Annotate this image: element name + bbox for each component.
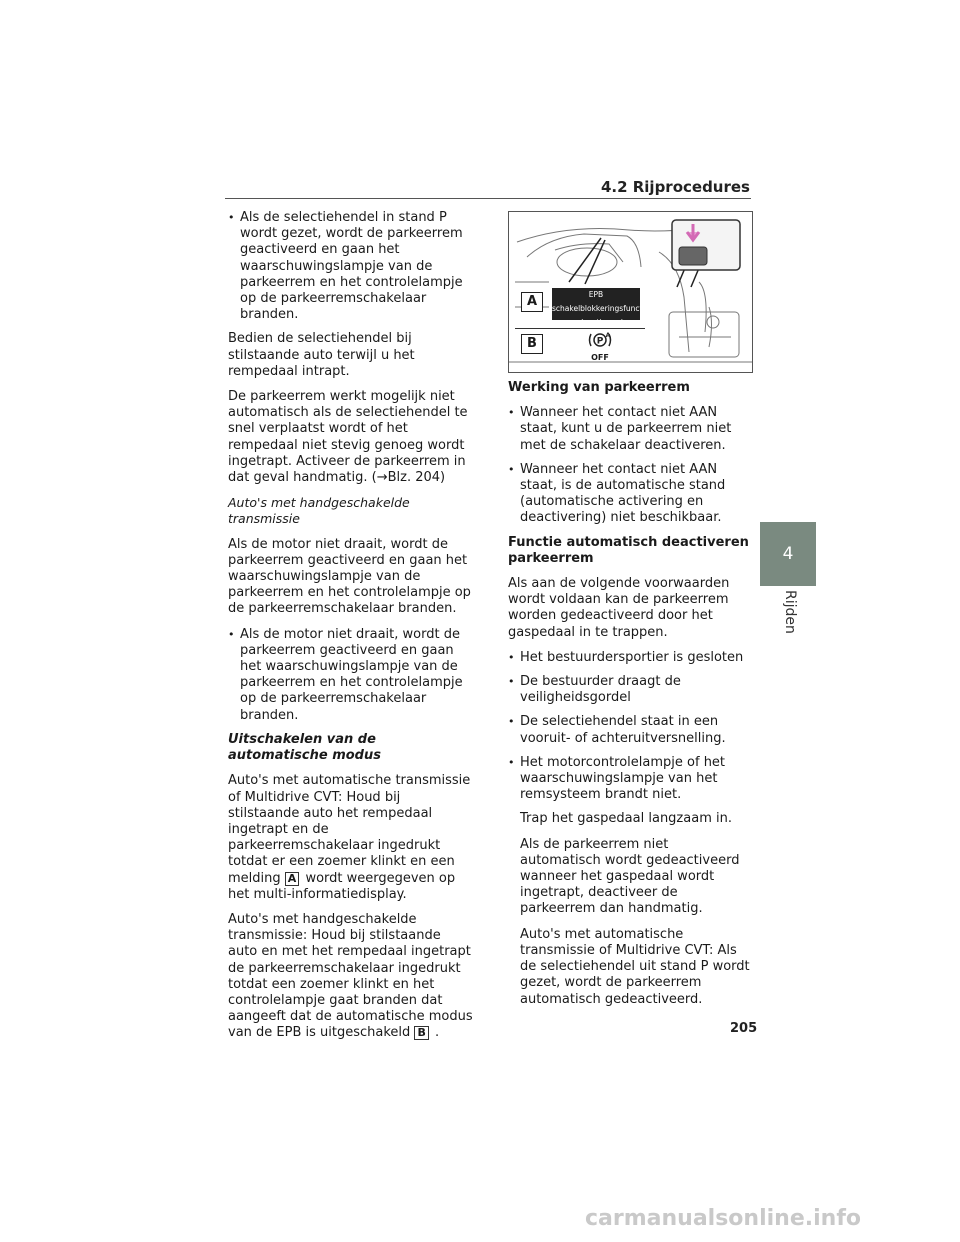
left-para-automatic-transmission (228, 773, 474, 903)
right-bullet-gear: • De selectiehendel staat in een vooruit- of achteruitversnelling. (508, 714, 752, 746)
para5-text-before: Auto's met handgeschakelde transmissie: Houd bij stilstaande auto en met het rempedaal ingetrapt de parkeerremschakelaar ingedrukt totdat een zoemer klinkt en het controlelampje gaat branden dat aangeeft dat de automatische modus van de EPB is uitgeschakeld (228, 911, 473, 1041)
label-b-inline: B (414, 1026, 428, 1040)
left-column (228, 210, 474, 1051)
right-indent-press-pedal: Trap het gaspedaal langzaam in. (520, 811, 732, 827)
right-bullet-warning-lamps: • Het motorcontrolelampje of het waarschuwingslampje van het remsysteem brandt niet. (508, 755, 752, 804)
para5-text-after: . (434, 1025, 440, 1041)
mid-message-line2: gedeactiveerd (569, 318, 623, 327)
para4-text-before: Auto's met automatische transmissie of Multidrive CVT: Houd bij stilstaande auto het rempedaal ingetrapt en de parkeerremschakelaar ingedrukt totdat er een zoemer klinkt en een melding (228, 773, 471, 886)
label-a-inline: A (285, 872, 300, 886)
header-rule (225, 198, 751, 199)
left-bullet-engine-off: • Als de motor niet draait, wordt de parkeerrem geactiveerd en gaan het waarschuwingslampje van de parkeerrem en het controlelampje op de parkeerremschakelaar branden. (228, 627, 474, 724)
right-para-conditions: Als aan de volgende voorwaarden wordt voldaan kan de parkeerrem worden gedeactiveerd door het gaspedaal in te trappen. (508, 576, 730, 640)
epb-off-text: OFF (591, 353, 609, 362)
right-heading-auto-release: Functie automatisch deactiveren parkeerrem (508, 534, 749, 566)
mid-message-line1: EPB schakelblokkeringsfunctie (552, 290, 650, 313)
left-heading-disable-auto-mode: Uitschakelen van de automatische modus (228, 731, 381, 764)
left-para-manual-activation: De parkeerrem werkt mogelijk niet automatisch als de selectiehendel te snel verplaatst wordt of het rempedaal niet stevig genoeg wordt ingetrapt. Activeer de parkeerrem in dat geval handmatig. (→Blz. 204) (228, 389, 468, 486)
left-bullet-selector-p: • Als de selectiehendel in stand P wordt gezet, wordt de parkeerrem geactiveerd en gaan het waarschuwingslampje van de parkeerrem en het controlelampje op de parkeerremschakelaar branden. (228, 210, 474, 323)
right-bullet-contact-off-switch: • Wanneer het contact niet AAN staat, kunt u de parkeerrem niet met de schakelaar deactiveren. (508, 405, 752, 454)
chapter-tab[interactable]: 4 (760, 522, 816, 586)
page-number: 205 (730, 1021, 758, 1036)
mid-message-box (552, 288, 650, 327)
right-indent-cvt: Auto's met automatische transmissie of Multidrive CVT: Als de selectiehendel uit stand P wordt gezet, wordt de parkeerrem automatisch gedeactiveerd. (520, 926, 750, 1007)
epb-off-indicator (587, 331, 613, 362)
parking-brake-p-glyph: P (596, 336, 604, 347)
right-column (508, 380, 752, 1017)
right-heading-parking-brake-operation: Werking van parkeerrem (508, 380, 690, 395)
left-para-engine-off: Als de motor niet draait, wordt de parkeerrem geactiveerd en gaan het waarschuwingslampje van de parkeerrem en het controlelampje op de parkeerremschakelaar branden. (228, 536, 471, 617)
parking-brake-icon (587, 331, 613, 349)
chapter-label: Rijden (782, 590, 798, 634)
right-bullet-door-closed: • Het bestuurdersportier is gesloten (508, 650, 752, 666)
watermark: carmanualsonline.info (585, 1206, 861, 1231)
left-para-brake-pedal: Bedien de selectiehendel bij stilstaande auto terwijl u het rempedaal intrapt. (228, 331, 415, 379)
left-para-manual-transmission-epb (228, 912, 474, 1042)
left-heading-manual-transmission: Auto's met handgeschakelde transmissie (228, 495, 410, 527)
para4-text-after: wordt weergegeven op het multi-informatiedisplay. (228, 870, 456, 902)
right-bullet-seatbelt: • De bestuurder draagt de veiligheidsgordel (508, 674, 752, 706)
figure-label-b: B (521, 334, 543, 354)
right-indent-manual-release: Als de parkeerrem niet automatisch wordt gedeactiveerd wanneer het gaspedaal wordt ingetrapt, deactiveer de parkeerrem dan handmatig. (520, 836, 740, 917)
epb-switch (679, 247, 707, 265)
figure-separator (515, 328, 645, 329)
parking-brake-a-glyph: A (605, 332, 611, 339)
figure-label-a: A (521, 292, 543, 312)
section-title: 4.2 Rijprocedures (600, 178, 750, 196)
right-bullet-contact-off-auto: • Wanneer het contact niet AAN staat, is de automatische stand (automatische activering en deactivering) niet beschikbaar. (508, 462, 752, 527)
dashboard-illustration (508, 211, 753, 373)
